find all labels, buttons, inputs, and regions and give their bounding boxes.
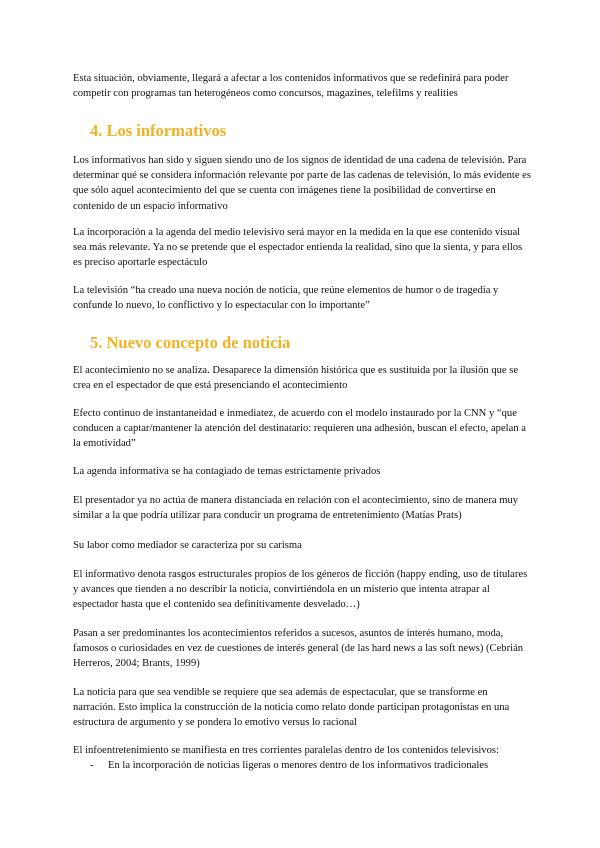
- intro-paragraph: Esta situación, obviamente, llegará a afectar a los contenidos informativos que se redefinirá para poder competir con programas tan heterogéneos como concursos, magazines, telefilms y realities: [73, 73, 509, 100]
- section-5-paragraph-7: Pasan a ser predominantes los acontecimientos referidos a sucesos, asuntos de interés humano, moda, famosos o curiosidades en vez de cuestiones de interés general (de las hard news a las soft news) (Cebrián Herreros, 2004; Brants, 1999): [73, 628, 524, 670]
- section-5-paragraph-4: El presentador ya no actúa de manera distanciada en relación con el acontecimiento, sino de manera muy similar a la que podría utilizar para conducir un programa de entretenimiento (Matías Prats): [73, 495, 519, 522]
- list-item-text: En la incorporación de noticias ligeras o menores dentro de los informativos tradicionales: [108, 760, 489, 771]
- section-4-heading: 4. Los informativos: [90, 121, 227, 140]
- section-5-heading: 5. Nuevo concepto de noticia: [90, 333, 291, 352]
- section-5-paragraph-3: La agenda informativa se ha contagiado de temas estrictamente privados: [73, 466, 381, 477]
- section-5-paragraph-8: La noticia para que sea vendible se requiere que sea además de espectacular, que se transforme en narración. Esto implica la construcción de la noticia como relato donde participan protagonistas en una estructura de argumento y se pondera lo emotivo versus lo racional: [73, 687, 510, 729]
- section-5-paragraph-2: Efecto continuo de instantaneidad e inmediatez, de acuerdo con el modelo instaurado por la CNN y “que conducen a captar/mantener la atención del destinatario: requieren una adhesión, buscan el efecto, apelan a la emotividad”: [73, 408, 526, 450]
- section-4-paragraph-1: Los informativos han sido y siguen siendo uno de los signos de identidad de una cadena de televisión. Para determinar qué se considera información relevante por parte de las cadenas de televisión, lo más evidente es que sólo aquel acontecimiento del que se cuenta con imágenes tiene la posibilidad de convertirse en contenido de un espacio informativo: [73, 155, 531, 212]
- section-5-paragraph-5: Su labor como mediador se caracteriza por su carisma: [73, 540, 302, 551]
- list-bullet: -: [90, 760, 94, 771]
- section-4-paragraph-2: La incorporación a la agenda del medio televisivo será mayor en la medida en la que ese contenido visual sea más relevante. Ya no se pretende que el espectador entienda la realidad, sino que la sienta, y para ellos es preciso aportarle espectáculo: [73, 227, 523, 269]
- section-5-paragraph-9: El infoentretenimiento se manifiesta en tres corrientes paralelas dentro de los contenidos televisivos:: [73, 745, 499, 756]
- section-4-paragraph-3: La televisión “ha creado una nueva noción de noticia, que reúne elementos de humor o de tragedia y confunde lo nuevo, lo conflictivo y lo espectacular con lo importante”: [73, 285, 499, 312]
- section-5-paragraph-6: El informativo denota rasgos estructurales propios de los géneros de ficción (happy ending, uso de titulares y avances que tienden a no describir la noticia, convirtiéndola en un misterio que intenta atrapar al espectador hasta que el contenido sea definitivamente desvelado…): [73, 569, 528, 611]
- section-5-paragraph-1: El acontecimiento no se analiza. Desaparece la dimensión histórica que es sustituida por la ilusión que se crea en el espectador de que está presenciando el acontecimiento: [73, 365, 519, 392]
